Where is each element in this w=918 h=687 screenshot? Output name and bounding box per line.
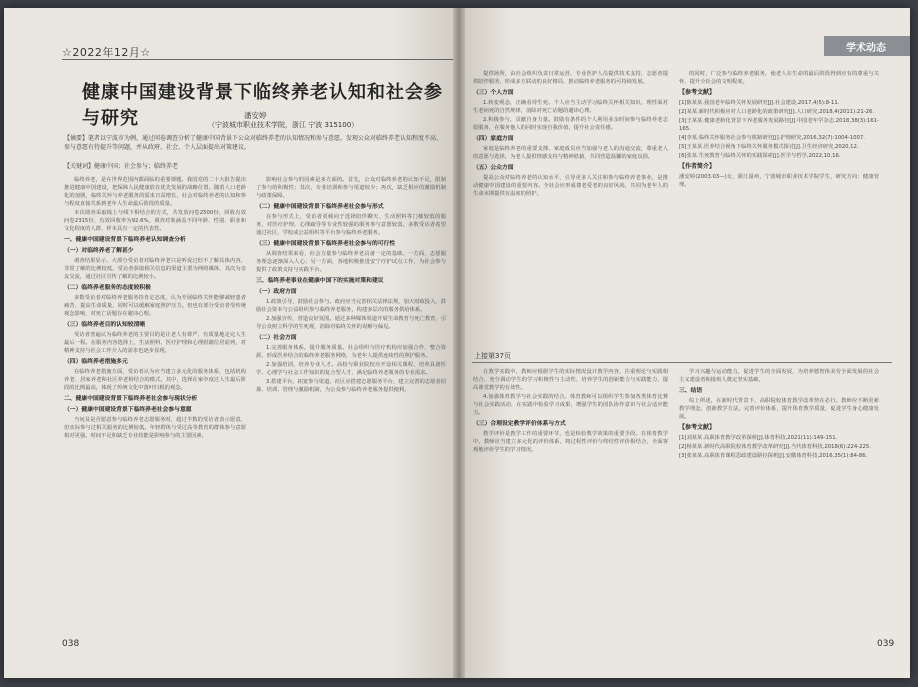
references-heading: 【参考文献】	[679, 424, 716, 431]
reference-item: [2]某某.新时代积极应对人口老龄化的政策研究[J].人口研究,2018,4(2011):21-26.	[679, 109, 875, 115]
references-heading: 【参考文献】	[679, 89, 716, 96]
section-heading: （二）临终养老服务的态度较积极	[64, 285, 151, 291]
left-column-2	[256, 176, 446, 628]
header-rule	[62, 59, 454, 60]
section-heading: （三）个人方面	[473, 90, 514, 96]
right-bottom-column-2	[679, 368, 879, 630]
section-heading: （二）健康中国建设背景下临终养老社会参与形式	[256, 204, 384, 210]
abstract: 【摘要】笔者以宁波市为例，通过问卷调查分析了健康中国背景下公众对临终养老的认知情况和参与意愿，发现公众对临终养老认知程度不高、参与意愿有待提升等问题，并从政府、社会、个人层面提出对策建议。	[64, 135, 443, 151]
affiliation: （宁波城市职业技术学院，浙江 宁波 315100）	[208, 121, 359, 129]
section-heading: （四）临终养老措施多元	[64, 359, 128, 365]
right-column-1	[473, 70, 668, 345]
right-bottom-column-1	[473, 368, 668, 630]
reference-item: [5]王某某.医养结合视角下临终关怀服务模式探讨[J].卫生经济研究,2020,12.	[679, 144, 859, 150]
section-heading: （一）健康中国建设背景下临终养老社会参与意愿	[64, 407, 192, 413]
magazine-spread	[4, 8, 910, 678]
page-number-left: 038	[62, 639, 80, 649]
section-heading: （三）合理设定教学评价体系与方式	[473, 421, 566, 427]
section-heading: （一）政府方面	[256, 289, 297, 295]
section-heading: （三）临终养老目的认知较清晰	[64, 322, 146, 328]
reference-item: 潘安婷(2003.03—)女，浙江温州，宁波城市职业技术学院学生，研究方向：健康管理。	[679, 174, 879, 188]
reference-item: [1]陈某某.我国老年临终关怀发展研究[J].社会建设,2017,4(5):8-11.	[679, 100, 840, 106]
left-column-1	[64, 176, 246, 628]
paragraph: 的同时，广泛参与临终养老服务，使老人在生命的最后阶段得到应有的尊重与关怀，提升全社会的文明程度。	[679, 71, 879, 85]
paragraph: 多数受访者对临终养老服务持肯定态度，认为开展临终关怀能够减轻患者痛苦、提高生命质量，同时可以缓解家庭照护压力。但也有部分受访者受传统观念影响，对死亡话题存在避讳心理。	[64, 295, 246, 317]
paragraph: 学习兴趣与运动能力，促进学生的全面发展，为培养德智体美劳全面发展的社会主义建设者和接班人奠定坚实基础。	[679, 369, 879, 383]
section-heading: 三、结语	[679, 388, 703, 394]
paragraph: 2.加强宣传，营造良好氛围。通过多种媒体渠道开展生命教育与死亡教育，引导公众树立科学的生死观，消除对临终关怀的误解与偏见。	[256, 316, 446, 330]
left-page	[4, 8, 459, 678]
paragraph: 1.完善服务体系，提升服务质量。社会组织与医疗机构应加强合作，整合资源，形成医养结合的临终养老服务网络，为老年人提供连续性的照护服务。	[256, 345, 446, 359]
paragraph: 在参与形式上，受访者更倾向于选择陪伴聊天、生活照料等门槛较低的服务，对医疗护理、心理疏导等专业性较强的服务参与意愿较弱。多数受访者希望通过社区、学校或公益组织等平台参与临终养老服务。	[256, 214, 446, 236]
paragraph: 综上所述，在新时代背景下，高职院校体育教学改革势在必行。教师应不断更新教学理念，创新教学方法，完善评价体系，提升体育教学质量，促进学生身心健康发展。	[679, 398, 879, 420]
section-heading: （四）家庭方面	[473, 136, 514, 142]
paragraph: 家庭是临终养老的重要支撑。家庭成员应当加强与老人的沟通交流，尊重老人的意愿与选择，为老人提供情感支持与精神慰藉，共同营造温馨的家庭氛围。	[473, 146, 668, 160]
reference-item: [1]刘某某.高职体育教学改革探析[J].体育科技,2021(11):149-151.	[679, 435, 838, 441]
article-title: 健康中国建设背景下临终养老认知和社会参与研究	[82, 82, 443, 129]
continued-label: 上接第37页	[474, 352, 511, 360]
paragraph: 2.加强培训，培养专业人才。高校与职业院校应开设相关课程，培养具备医学、心理学与社会工作知识的复合型人才，满足临终养老服务的专业需求。	[256, 362, 446, 376]
author: 潘安婷	[244, 111, 267, 120]
paragraph: 4.加强体育教学与社会实践的结合。体育教师可以组织学生参加各类体育比赛与社会实践活动，在实践中检验学习成果，增强学生的团队协作意识与社会适应能力。	[473, 394, 668, 416]
paragraph: 1.政策引导，鼓励社会参与。政府应当完善相关法律法规，加大财政投入，鼓励社会资本与公益组织参与临终养老服务，构建多层次的服务供给体系。	[256, 299, 446, 313]
paragraph: 临终养老，是在世界范围内都面临的重要课题。我国党的二十大报告提出推进健康中国建设，把保障人民健康放在优先发展的战略位置。随着人口老龄化的加剧，临终关怀与养老服务的需求日益增长，社会对临终养老的认知和参与程度直接关系到老年人生命最后阶段的质量。	[64, 177, 246, 207]
paragraph: 受访者普遍认为临终养老的主要目的是让老人有尊严、有质量地走完人生最后一程。在服务内容选择上，生活照料、医疗护理和心理慰藉位居前列，对精神支持与社会工作介入的需求也逐步显现。	[64, 332, 246, 354]
page-number-right: 039	[877, 639, 895, 649]
paragraph: 当问及是否愿意参与临终养老志愿服务时，超过半数的受访者表示愿意，但实际参与过相关服务的比例较低。年轻群体与受过高等教育的群体参与意愿相对更强，时间不足和缺乏专业技能是影响参与的主要因素。	[64, 417, 246, 439]
paragraph: 教学评价是教学工作的重要环节，也是检验教学效果的重要手段。在体育教学中，教师应当建立多元化的评价体系，将过程性评价与终结性评价相结合，全面客观地评价学生的学习情况。	[473, 431, 668, 453]
section-heading: 二、健康中国建设背景下临终养老社会参与现状分析	[64, 396, 198, 402]
paragraph: 从调查结果来看，社会力量参与临终养老具备一定的基础。一方面，志愿服务理念逐渐深入人心；另一方面，各地积极推进安宁疗护试点工作，为社会参与提供了政策支持与实践平台。	[256, 251, 446, 273]
section-heading: 一、健康中国建设背景下临终养老认知调查分析	[64, 237, 186, 243]
section-heading: （二）社会方面	[256, 335, 297, 341]
continued-rule	[472, 362, 892, 363]
paragraph: 影响社会参与的因素是多方面的。首先，公众对临终养老的认知不足，限制了参与的积极性；其次，专业培训和参与渠道较少；再次，缺乏相应的激励机制与政策保障。	[256, 177, 446, 199]
reference-item: [2]杨某某.新时代高职院校体育教学改革研究[J].当代体育科技,2018(6):224-225.	[679, 444, 871, 450]
paragraph: 本次调查采取线上与线下相结合的方式，共发放问卷2500份，回收有效问卷2315份，有效回收率为92.6%。调查对象涵盖不同年龄、性别、职业和文化程度的人群，样本具有一定的代表性。	[64, 210, 246, 232]
book-gutter	[453, 8, 465, 678]
paragraph: 1.转变观念，正确看待生死。个人应当主动学习临终关怀相关知识，理性面对生老病死的自然规律，消除对死亡话题的避讳心理。	[473, 100, 668, 114]
references-heading: 【作者简介】	[679, 163, 716, 170]
section-heading: （三）健康中国建设背景下临终养老社会参与的可行性	[256, 241, 396, 247]
reference-item: [3]王某某.健康老龄化背景下养老服务发展路径[J].中国老年学杂志,2018,38(3):161-165.	[679, 118, 879, 132]
section-heading: 三、临终养老事业在健康中国下的实施对策和建议	[256, 278, 384, 284]
section-heading: （五）公众方面	[473, 165, 514, 171]
paragraph: 提供场所，由社会组织负责日常运营，专业医护人员提供技术支持，志愿者提供陪伴服务，形成多方联动的良好格局，推动临终养老服务的可持续发展。	[473, 71, 668, 85]
keywords: 【关键词】健康中国；社会参与；临终养老	[64, 163, 179, 170]
reference-item: [6]张某.生死教育与临终关怀的实践探索[J].医学与哲学,2022,10,16.	[679, 153, 841, 159]
paragraph: 在教学实践中，教师应根据学生的实际情况设计教学内容，注重理论与实践相结合，充分调动学生的学习积极性与主动性，培养学生的创新能力与实践能力，提高课堂教学的有效性。	[473, 369, 668, 391]
issue-header: ☆2022年12月☆	[62, 46, 151, 59]
section-header: 学术动态	[846, 43, 886, 54]
paragraph: 在临终养老措施方面，受访者认为应当建立多元化的服务体系，包括机构养老、居家养老和社区养老相结合的模式。其中，选择在家中度过人生最后阶段的比例最高，体现了传统文化中落叶归根的观念。	[64, 369, 246, 391]
section-heading: （一）对临终养老了解甚少	[64, 248, 134, 254]
paragraph: 调查结果显示，大部分受访者对临终养老只是听说过但不了解具体内容，非常了解的比例较低。受访者获取相关信息的渠道主要为网络媒体，其次为亲友交流，通过社区宣传了解的比例较小。	[64, 258, 246, 280]
reference-item: [4]李某.临终关怀服务社会参与机制研究[J].护理研究,2016,32(7):1004-1007.	[679, 135, 865, 141]
reference-item: [3]张某某.高职体育课程思政建设路径探析[J].安徽体育科技,2016,35(1):84-86.	[679, 453, 868, 459]
paragraph: 2.积极参与，贡献自身力量。鼓励有条件的个人利用业余时间参与临终养老志愿服务，在服务他人的同时实现自我价值，提升社会责任感。	[473, 117, 668, 131]
right-page	[459, 8, 910, 678]
paragraph: 3.搭建平台，拓宽参与渠道。社区应搭建志愿服务平台，建立完善的志愿者招募、培训、管理与激励机制，为公众参与临终养老服务提供便利。	[256, 379, 446, 393]
right-column-2	[679, 70, 879, 345]
paragraph: 提高公众对临终养老的认知水平，引导更多人关注和参与临终养老事业，是推动健康中国建设的重要内容。全社会应形成尊老爱老的良好风尚，共同为老年人的生命末期提供有温度的照护。	[473, 175, 668, 197]
